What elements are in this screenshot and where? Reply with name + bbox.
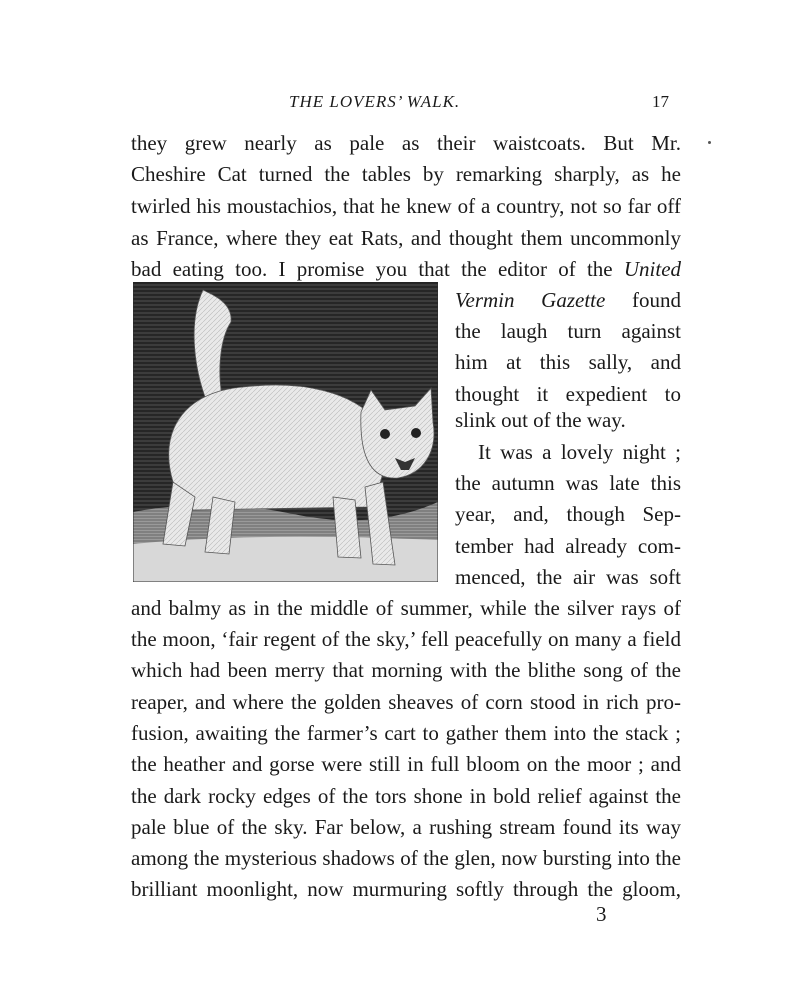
text-line-b5: fusion, awaiting the farmer’s cart to gather them into the stack ; xyxy=(131,721,681,745)
stray-ink-dot xyxy=(708,141,711,144)
page-number: 17 xyxy=(652,92,669,111)
text-line-1: they grew nearly as pale as their waistcoats. But Mr. xyxy=(131,131,681,155)
side-line-9: tember had already com- xyxy=(455,534,681,558)
text-line-b7: the dark rocky edges of the tors shone in bold relief against the xyxy=(131,784,681,808)
text-line-b8: pale blue of the sky. Far below, a rushing stream found its way xyxy=(131,815,681,839)
running-title: THE LOVERS’ WALK. xyxy=(289,92,461,111)
side-line-1 xyxy=(455,290,681,311)
side-line-5: slink out of the way. xyxy=(455,408,626,432)
side-line-7: the autumn was late this xyxy=(455,471,681,495)
text-line-b10: brilliant moonlight, now murmuring softly through the gloom, xyxy=(131,877,681,901)
signature-mark: 3 xyxy=(596,902,607,926)
side-line-10: menced, the air was soft xyxy=(455,565,681,589)
text-line-5 xyxy=(131,259,681,280)
side-line-1-italic: Vermin Gazette xyxy=(455,288,606,312)
text-line-b3: which had been merry that morning with the blithe song of the xyxy=(131,658,681,682)
text-line-b4: reaper, and where the golden sheaves of corn stood in rich pro- xyxy=(131,690,681,714)
side-line-1-plain: found xyxy=(632,288,681,312)
text-line-2: Cheshire Cat turned the tables by remarking sharply, as he xyxy=(131,162,681,186)
text-line-4: as France, where they eat Rats, and thought them uncommonly xyxy=(131,226,681,250)
cat-illustration xyxy=(133,282,438,582)
text-line-5-italic: United xyxy=(623,257,682,281)
text-line-5-plain: bad eating too. I promise you that the editor of the xyxy=(131,257,613,281)
side-line-6: It was a lovely night ; xyxy=(478,440,681,464)
text-line-3: twirled his moustachios, that he knew of a country, not so far off xyxy=(131,194,681,218)
side-line-8: year, and, though Sep- xyxy=(455,502,681,526)
text-line-b6: the heather and gorse were still in full bloom on the moor ; and xyxy=(131,752,681,776)
side-line-3: him at this sally, and xyxy=(455,350,681,374)
text-line-b1: and balmy as in the middle of summer, while the silver rays of xyxy=(131,596,681,620)
side-line-2: the laugh turn against xyxy=(455,319,681,343)
cat-engraving-icon xyxy=(133,282,438,582)
text-line-b2: the moon, ‘fair regent of the sky,’ fell peacefully on many a field xyxy=(131,627,681,651)
side-line-4: thought it expedient to xyxy=(455,382,681,406)
text-line-b9: among the mysterious shadows of the glen, now bursting into the xyxy=(131,846,681,870)
